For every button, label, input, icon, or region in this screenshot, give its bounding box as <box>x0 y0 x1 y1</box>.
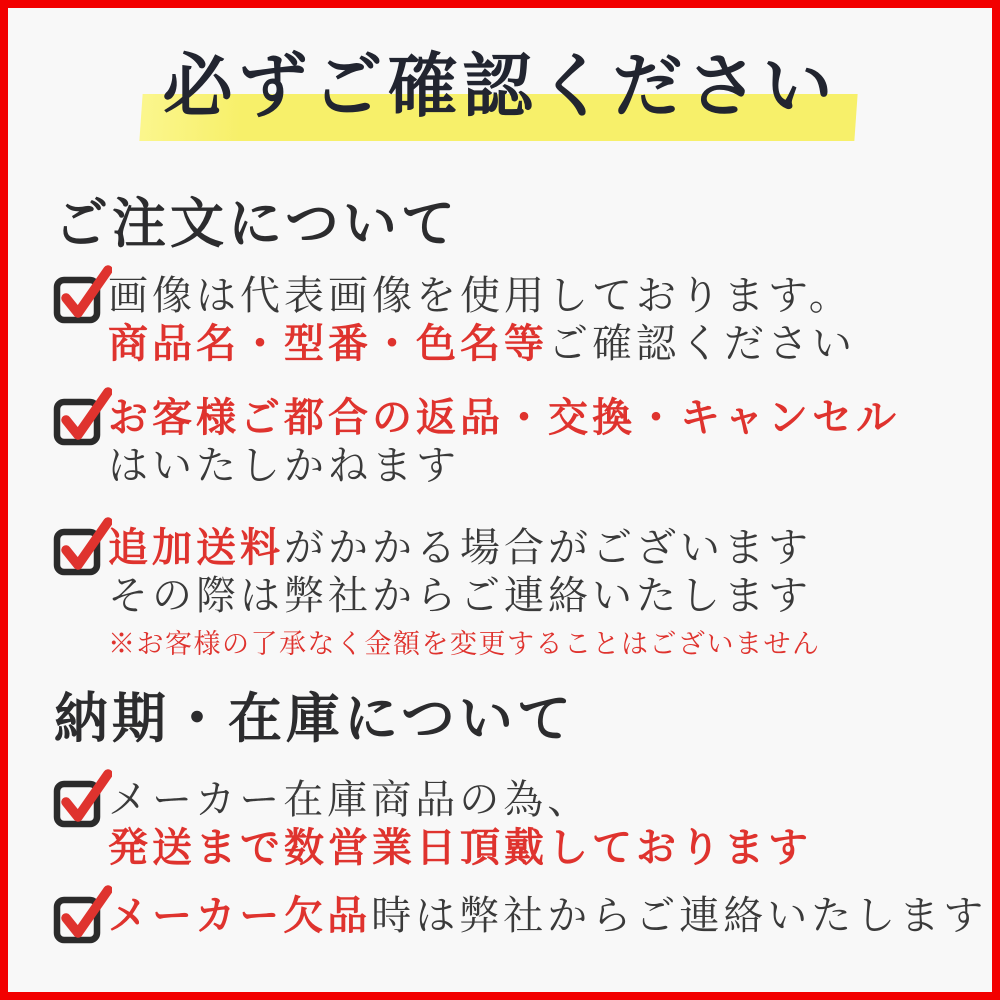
text-segment: がかかる場合がございます <box>284 525 812 571</box>
checkbox-checked-icon <box>52 764 112 828</box>
item-text <box>108 394 972 490</box>
page-title <box>163 36 838 136</box>
section-heading-delivery-stock: 納期・在庫について <box>54 686 575 750</box>
text-segment-red: 追加送料 <box>108 524 284 571</box>
text-segment: 時は弊社からご連絡いたします <box>371 893 988 939</box>
item-line <box>108 524 972 572</box>
text-segment: 画像は代表画像を使用しております。 <box>108 273 853 319</box>
item-text <box>108 272 972 368</box>
item-text <box>108 524 972 620</box>
notice-item-representative-image <box>52 272 972 368</box>
item-line <box>108 776 972 824</box>
text-segment-red: お客様ご都合の返品・交換・キャンセル <box>108 394 900 441</box>
item-text <box>108 892 988 940</box>
section-heading-order: ご注文について <box>54 191 459 255</box>
text-segment: はいたしかねます <box>108 443 460 489</box>
checkbox-checked-icon <box>52 512 112 576</box>
page-title-row <box>8 36 992 136</box>
page-title-text: 必ずご確認ください <box>162 44 838 127</box>
item-line <box>108 320 972 368</box>
text-segment-red: メーカー欠品 <box>108 892 372 939</box>
checkbox-checked-icon <box>52 880 112 944</box>
item-line <box>108 442 972 490</box>
item-line <box>108 892 988 940</box>
text-segment-red: 発送まで数営業日頂戴しております <box>108 824 812 871</box>
notice-item-maker-stock <box>52 776 972 872</box>
checkbox-checked-icon <box>52 382 112 446</box>
price-change-footnote: ※お客様の了承なく金額を変更することはございません <box>108 629 821 660</box>
text-segment: ご確認ください <box>548 321 856 367</box>
item-line <box>108 824 972 872</box>
text-segment-red: 商品名・型番・色名等 <box>108 320 548 367</box>
item-line <box>108 272 972 320</box>
text-segment: その際は弊社からご連絡いたします <box>108 573 812 619</box>
item-text <box>108 776 972 872</box>
notice-item-maker-out-of-stock <box>52 892 988 940</box>
item-line <box>108 394 972 442</box>
text-segment: メーカー在庫商品の為、 <box>108 777 592 823</box>
notice-item-no-returns <box>52 394 972 490</box>
checkbox-checked-icon <box>52 260 112 324</box>
notice-item-extra-shipping <box>52 524 972 620</box>
item-line <box>108 572 972 620</box>
